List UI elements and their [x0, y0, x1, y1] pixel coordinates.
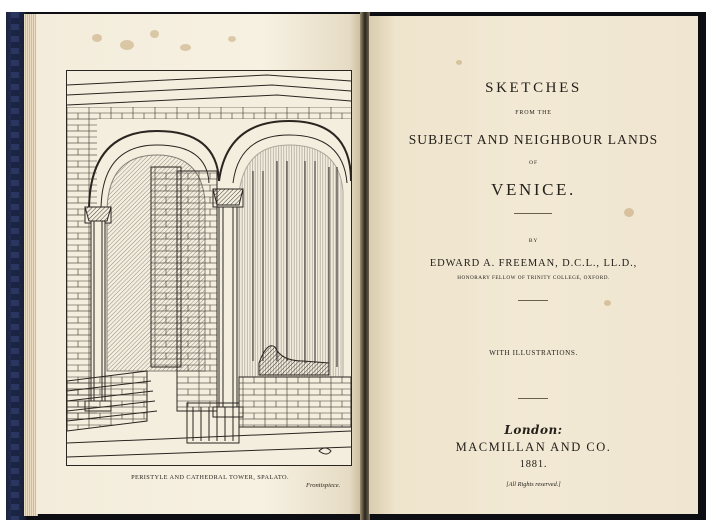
- foxing-spot: [456, 60, 462, 65]
- imprint-rule: [518, 398, 548, 399]
- title-line-of: OF: [529, 160, 538, 166]
- title-line-from-the: FROM THE: [515, 110, 552, 116]
- book-cover-edge: [6, 12, 26, 520]
- title-line-sketches: SKETCHES: [485, 80, 582, 96]
- foxing-spot: [604, 300, 611, 306]
- frontispiece-label: Frontispiece.: [306, 482, 341, 489]
- byline-by: BY: [528, 238, 539, 244]
- rights-notice: [All Rights reserved.]: [506, 481, 561, 488]
- imprint-city: London:: [504, 423, 563, 437]
- title-rule: [514, 213, 552, 214]
- foxing-spot: [92, 34, 102, 42]
- title-line-venice: VENICE.: [491, 180, 576, 199]
- foxing-spot: [228, 36, 236, 42]
- imprint-publisher: MACMILLAN AND CO.: [455, 440, 612, 454]
- frontispiece-caption: PERISTYLE AND CATHEDRAL TOWER, SPALATO.: [131, 474, 289, 481]
- foxing-spot: [180, 44, 191, 51]
- foxing-spot: [624, 208, 634, 217]
- illustrations-note: WITH ILLUSTRATIONS.: [489, 349, 578, 357]
- section-rule: [518, 300, 548, 301]
- foxing-spot: [120, 40, 134, 50]
- imprint-year: 1881.: [519, 459, 548, 470]
- author-affiliation: HONORARY FELLOW OF TRINITY COLLEGE, OXFORD.: [457, 275, 610, 281]
- title-line-subject: SUBJECT AND NEIGHBOUR LANDS: [408, 132, 659, 147]
- frontispiece-engraving: [66, 70, 352, 466]
- foxing-spot: [150, 30, 159, 38]
- author-name: EDWARD A. FREEMAN, D.C.L., LL.D.,: [429, 258, 638, 269]
